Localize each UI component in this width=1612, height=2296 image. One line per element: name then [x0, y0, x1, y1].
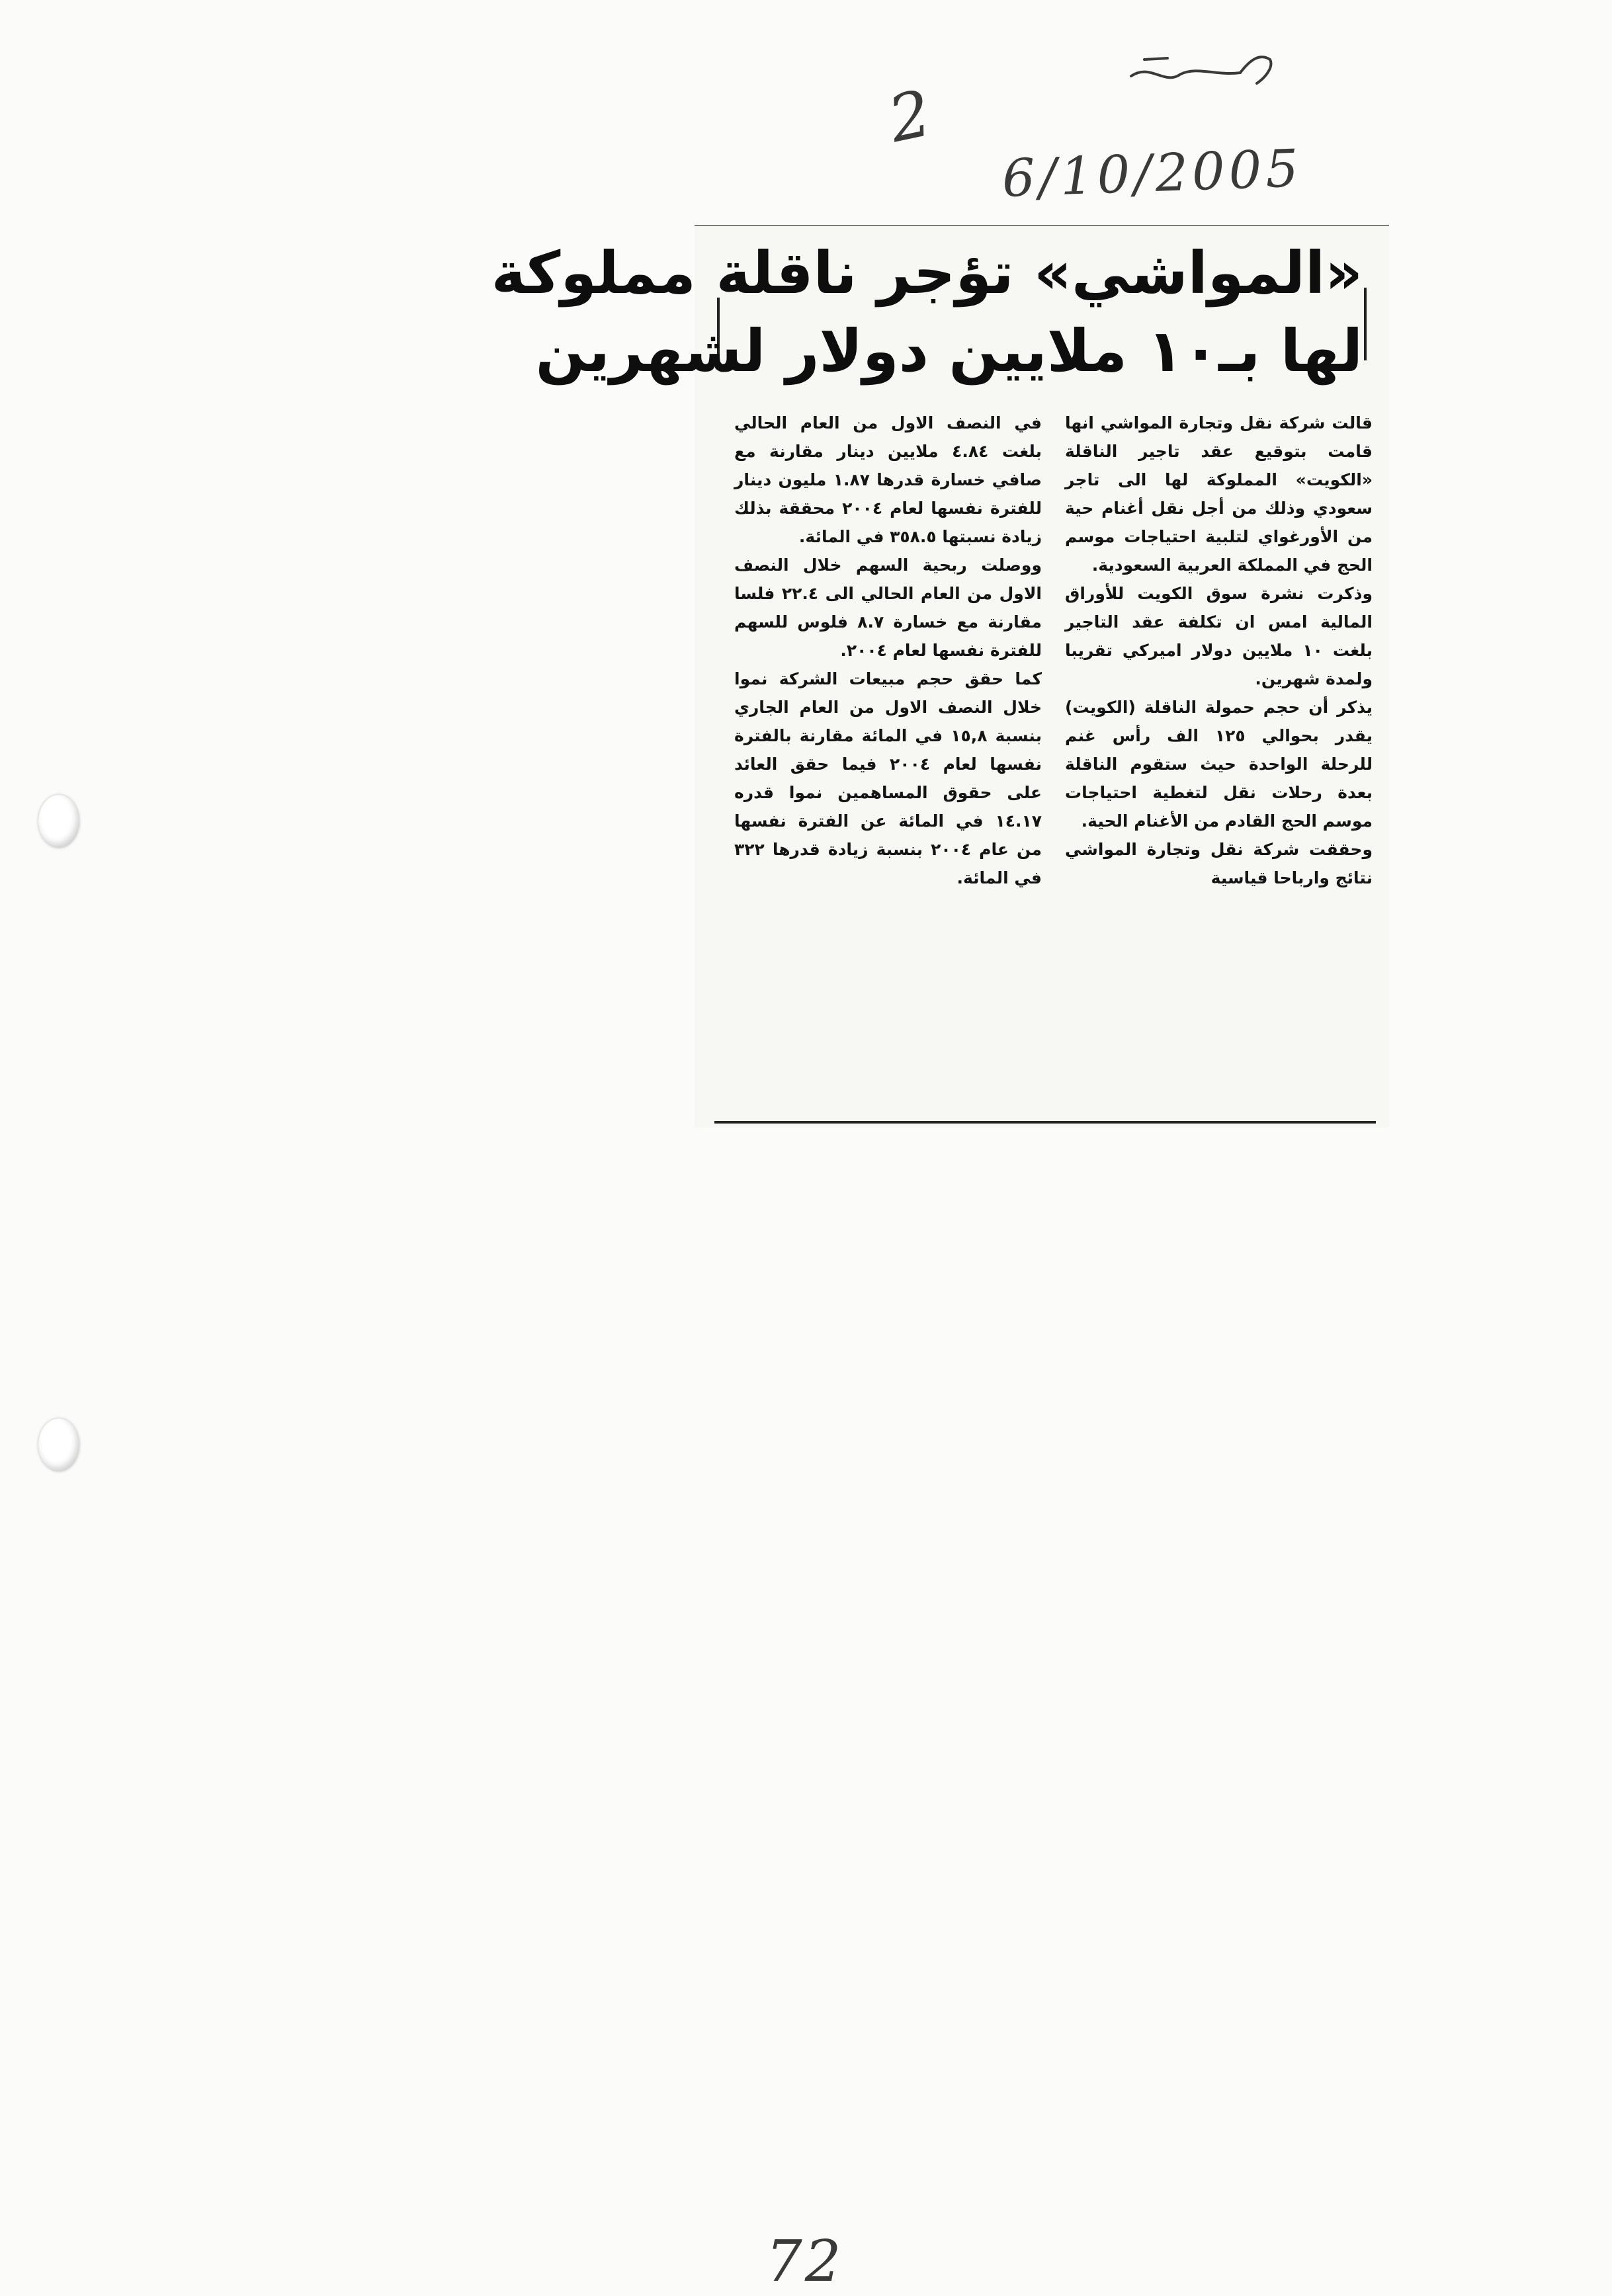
punch-hole-bottom [38, 1418, 79, 1471]
article-headline [491, 234, 1363, 390]
headline-line-1: «المواشي» تؤجر ناقلة مملوكة [491, 239, 1363, 307]
handwritten-mark-top-right [1118, 40, 1290, 106]
newspaper-clipping [491, 225, 1389, 1128]
clipping-top-rule [695, 225, 1389, 226]
column-right-paragraph-1: قالت شركة نقل وتجارة المواشي انها قامت بتوقيع عقد تاجير الناقلة «الكويت» المملوكة لها الى تاجر سعودي وذلك من أجل نقل أغنام حية من الأورغواي لتلبية احتياجات موسم الحج في المملكة العربية السعودية. [1065, 413, 1373, 575]
column-right-paragraph-3: يذكر أن حجم حمولة الناقلة (الكويت) يقدر بحوالي ١٢٥ الف رأس غنم للرحلة الواحدة حيث ستقوم الناقلة بعدة رحلات نقل لتغطية احتياجات موسم الحج القادم من الأغنام الحية. [1065, 698, 1373, 831]
headline-frame-right [1364, 288, 1367, 360]
column-right-paragraph-4: وحققت شركة نقل وتجارة المواشي نتائج وارباحا قياسية [1065, 840, 1373, 887]
column-right-paragraph-2: وذكرت نشرة سوق الكويت للأوراق المالية امس ان تكلفة عقد التاجير بلغت ١٠ ملايين دولار اميركي تقريبا ولمدة شهرين. [1065, 584, 1373, 688]
article-column-right [1065, 409, 1373, 892]
column-left-paragraph-3: كما حقق حجم مبيعات الشركة نموا خلال النصف الاول من العام الجاري بنسبة ١٥,٨ في المائة مقارنة بالفترة نفسها لعام ٢٠٠٤ فيما حقق العائد على حقوق المساهمين نموا قدره ١٤.١٧ في المائة عن الفترة نفسها من عام ٢٠٠٤ بنسبة زيادة قدرها ٣٢٢ في المائة. [734, 669, 1042, 887]
headline-line-2: لها بـ١٠ ملايين دولار لشهرين [535, 317, 1363, 385]
column-left-paragraph-2: ووصلت ربحية السهم خلال النصف الاول من العام الحالي الى ٢٢.٤ فلسا مقارنة مع خسارة ٨.٧ فلوس للسهم للفترة نفسها لعام ٢٠٠٤. [734, 555, 1042, 660]
handwritten-page-number-bottom: 72 [766, 2229, 844, 2295]
handwritten-page-number-top: 2 [882, 75, 938, 157]
column-left-paragraph-1: في النصف الاول من العام الحالي بلغت ٤.٨٤ ملايين دينار مقارنة مع صافي خسارة قدرها ١.٨٧ مليون دينار للفترة نفسها لعام ٢٠٠٤ محققة بذلك زيادة نسبتها ٣٥٨.٥ في المائة. [734, 413, 1042, 546]
article-column-left [734, 409, 1042, 892]
clipping-bottom-rule [714, 1121, 1376, 1124]
punch-hole-top [38, 795, 79, 848]
handwritten-date: 6/10/2005 [1001, 139, 1304, 209]
handwritten-scribble-icon [1118, 40, 1290, 106]
